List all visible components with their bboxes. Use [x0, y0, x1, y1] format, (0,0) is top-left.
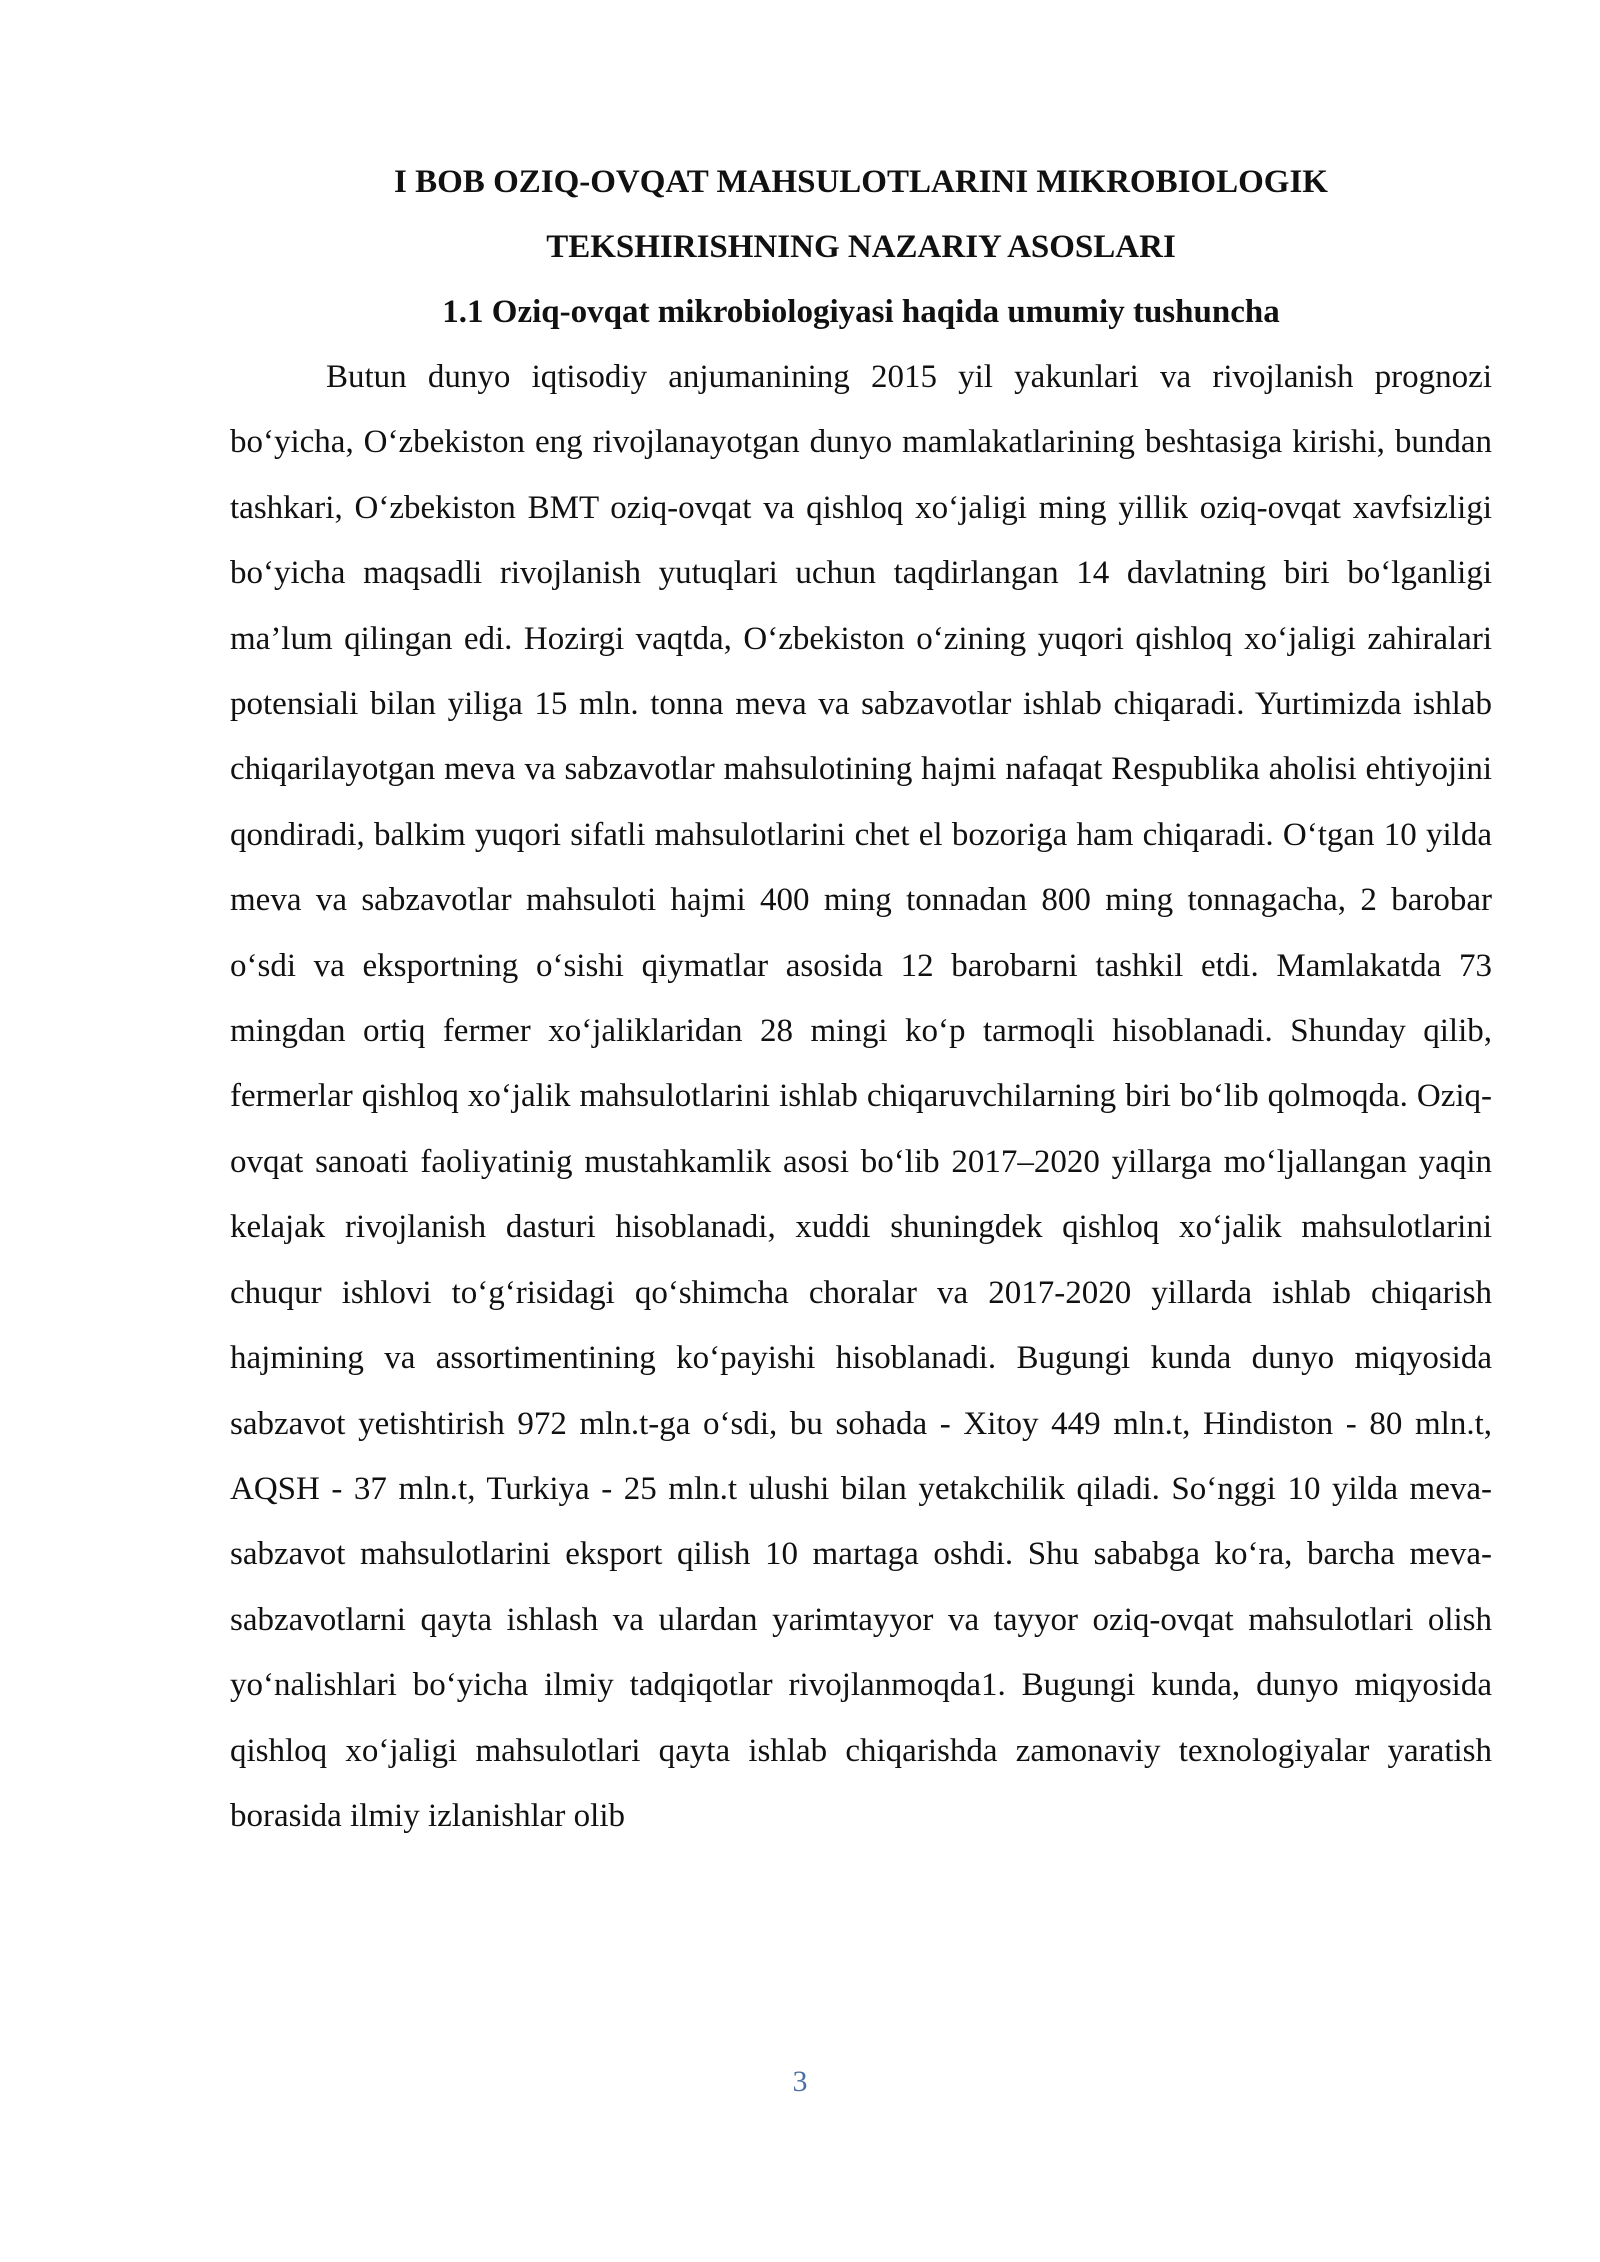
- page-content: [230, 150, 1492, 1849]
- page-number: 3: [792, 2065, 808, 2098]
- section-title: 1.1 Oziq-ovqat mikrobiologiyasi haqida umumiy tushuncha: [442, 294, 1280, 330]
- chapter-title-line-2: TEKSHIRISHNING NAZARIY ASOSLARI: [546, 229, 1176, 265]
- body-paragraph: Butun dunyo iqtisodiy anjumanining 2015 yil yakunlari va rivojlanish prognozi bo‘yicha, O‘zbekiston eng rivojlanayotgan dunyo mamlakatlarining beshtasiga kirishi, bundan tashkari, O‘zbekiston BMT oziq-ovqat va qishloq xo‘jaligi ming yillik oziq-ovqat xavfsizligi bo‘yicha maqsadli rivojlanish yutuqlari uchun taqdirlangan 14 davlatning biri bo‘lganligi ma’lum qilingan edi. Hozirgi vaqtda, O‘zbekiston o‘zining yuqori qishloq xo‘jaligi zahiralari potensiali bilan yiliga 15 mln. tonna meva va sabzavotlar ishlab chiqaradi. Yurtimizda ishlab chiqarilayotgan meva va sabzavotlar mahsulotining hajmi nafaqat Respublika aholisi ehtiyojini qondiradi, balkim yuqori sifatli mahsulotlarini chet el bozoriga ham chiqaradi. O‘tgan 10 yilda meva va sabzavotlar mahsuloti hajmi 400 ming tonnadan 800 ming tonnagacha, 2 barobar o‘sdi va eksportning o‘sishi qiymatlar asosida 12 barobarni tashkil etdi. Mamlakatda 73 mingdan ortiq fermer xo‘jaliklaridan 28 mingi ko‘p tarmoqli hisoblanadi. Shunday qilib, fermerlar qishloq xo‘jalik mahsulotlarini ishlab chiqaruvchilarning biri bo‘lib qolmoqda. Oziq-ovqat sanoati faoliyatinig mustahkamlik asosi bo‘lib 2017–2020 yillarga mo‘ljallangan yaqin kelajak rivojlanish dasturi hisoblanadi, xuddi shuningdek qishloq xo‘jalik mahsulotlarini chuqur ishlovi to‘g‘risidagi qo‘shimcha choralar va 2017-2020 yillarda ishlab chiqarish hajmining va assortimentining ko‘payishi hisoblanadi. Bugungi kunda dunyo miqyosida sabzavot yetishtirish 972 mln.t-ga o‘sdi, bu sohada - Xitoy 449 mln.t, Hindiston - 80 mln.t, AQSH - 37 mln.t, Turkiya - 25 mln.t ulushi bilan yetakchilik qiladi. So‘nggi 10 yilda meva-sabzavot mahsulotlarini eksport qilish 10 martaga oshdi. Shu sababga ko‘ra, barcha meva-sabzavotlarni qayta ishlash va ulardan yarimtayyor va tayyor oziq-ovqat mahsulotlari olish yo‘nalishlari bo‘yicha ilmiy tadqiqotlar rivojlanmoqda1. Bugungi kunda, dunyo miqyosida qishloq xo‘jaligi mahsulotlari qayta ishlab chiqarishda zamonaviy texnologiyalar yaratish borasida ilmiy izlanishlar olib: [230, 359, 1492, 1834]
- chapter-title: [230, 150, 1492, 280]
- chapter-title-line-1: I BOB OZIQ-OVQAT MAHSULOTLARINI MIKROBIOLOGIK: [394, 164, 1328, 200]
